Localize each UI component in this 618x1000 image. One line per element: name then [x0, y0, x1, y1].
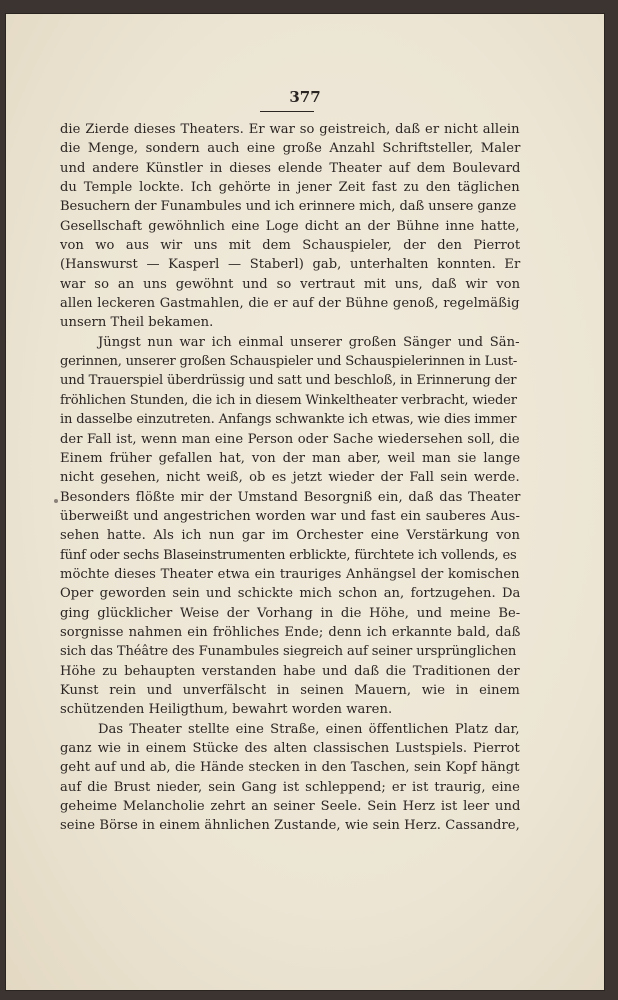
- text-line: [60, 720, 520, 739]
- line-text: schützenden Heiligthum, bewahrt worden waren.: [60, 702, 393, 718]
- page-number-rule: [260, 111, 314, 112]
- line-text: nicht gesehen, nicht weiß, ob es jetzt wieder der Fall sein werde.: [60, 470, 520, 486]
- text-line: [60, 662, 520, 681]
- line-text: gerinnen, unserer großen Schauspieler und Schauspielerinnen in Lust-: [60, 354, 518, 370]
- line-text: Besuchern der Funambules und ich erinnere mich, daß unsere ganze: [60, 199, 517, 215]
- text-line: [60, 816, 520, 835]
- book-page: [6, 14, 604, 990]
- text-line: [60, 700, 520, 719]
- text-line: [60, 488, 520, 507]
- text-line: [60, 681, 520, 700]
- text-line: [60, 565, 520, 584]
- text-line: [60, 159, 520, 178]
- text-line: [60, 468, 520, 487]
- line-text: unsern Theil bekamen.: [60, 315, 214, 331]
- text-line: [60, 623, 520, 642]
- line-text: fröhlichen Stunden, die ich in diesem Winkeltheater verbracht, wieder: [60, 392, 517, 408]
- text-line: [60, 507, 520, 526]
- text-line: [60, 120, 520, 139]
- text-line: [60, 410, 520, 429]
- line-text: allen leckeren Gastmahlen, die er auf der Bühne genoß, regelmäßig: [60, 296, 520, 312]
- line-text: fünf oder sechs Blaseinstrumenten erblickte, fürchtete ich vollends, es: [60, 547, 517, 563]
- text-line: [60, 797, 520, 816]
- line-text: überweißt und angestrichen worden war und fast ein sauberes Aus-: [60, 508, 520, 524]
- text-line: [60, 139, 520, 158]
- text-line: [60, 449, 520, 468]
- line-text: und andere Künstler in dieses elende Theater auf dem Boulevard: [60, 160, 521, 176]
- line-text: du Temple lockte. Ich gehörte in jener Zeit fast zu den täglichen: [60, 180, 520, 196]
- line-text: Besonders flößte mir der Umstand Besorgniß ein, daß das Theater: [60, 489, 521, 505]
- line-text: geheime Melancholie zehrt an seiner Seele. Sein Herz ist leer und: [60, 799, 521, 815]
- line-text: Oper geworden sein und schickte mich schon an, fortzugehen. Da: [60, 586, 521, 602]
- line-text: Jüngst nun war ich einmal unserer großen Sänger und Sän-: [98, 334, 520, 350]
- text-line: [60, 313, 520, 332]
- body-text: [60, 120, 520, 836]
- text-line: [60, 333, 520, 352]
- line-text: ging glücklicher Weise der Vorhang in die Höhe, und meine Be-: [60, 605, 521, 621]
- line-text: geht auf und ab, die Hände stecken in den Taschen, sein Kopf hängt: [60, 760, 520, 776]
- text-line: [60, 178, 520, 197]
- margin-mark: [54, 499, 58, 503]
- text-line: [60, 758, 520, 777]
- text-line: [60, 642, 520, 661]
- line-text: und Trauerspiel überdrüssig und satt und beschloß, in Erinnerung der: [60, 373, 517, 389]
- text-line: [60, 739, 520, 758]
- line-text: Kunst rein und unverfälscht in seinen Mauern, wie in einem: [60, 682, 520, 698]
- text-line: [60, 275, 520, 294]
- text-line: [60, 526, 520, 545]
- line-text: seine Börse in einem ähnlichen Zustande, wie sein Herz. Cassandre,: [60, 818, 520, 834]
- page-number: 377: [289, 88, 321, 106]
- text-line: [60, 778, 520, 797]
- text-line: [60, 371, 520, 390]
- line-text: von wo aus wir uns mit dem Schauspieler, der den Pierrot: [60, 238, 521, 254]
- line-text: Einem früher gefallen hat, von der man aber, weil man sie lange: [60, 450, 521, 466]
- line-text: Das Theater stellte eine Straße, einen öffentlichen Platz dar,: [98, 721, 520, 737]
- line-text: ganz wie in einem Stücke des alten classischen Lustspiels. Pierrot: [60, 741, 520, 756]
- text-line: [60, 391, 520, 410]
- line-text: auf die Brust nieder, sein Gang ist schleppend; er ist traurig, eine: [60, 779, 520, 795]
- text-line: [60, 255, 520, 274]
- text-line: [60, 546, 520, 565]
- line-text: sehen hatte. Als ich nun gar im Orchester eine Verstärkung von: [60, 528, 520, 544]
- text-line: [60, 430, 520, 449]
- line-text: in dasselbe einzutreten. Anfangs schwankte ich etwas, wie dies immer: [60, 412, 517, 428]
- line-text: Gesellschaft gewöhnlich eine Loge dicht an der Bühne inne hatte,: [60, 218, 520, 234]
- line-text: die Zierde dieses Theaters. Er war so geistreich, daß er nicht allein: [60, 122, 520, 137]
- line-text: Höhe zu behaupten verstanden habe und daß die Traditionen der: [60, 663, 520, 679]
- line-text: (Hanswurst — Kasperl — Staberl) gab, unterhalten konnten. Er: [60, 257, 521, 273]
- text-line: [60, 584, 520, 603]
- line-text: sorgnisse nahmen ein fröhliches Ende; denn ich erkannte bald, daß: [60, 624, 521, 640]
- line-text: war so an uns gewöhnt und so vertraut mit uns, daß wir von: [60, 276, 521, 292]
- text-line: [60, 352, 520, 371]
- text-line: [60, 197, 520, 216]
- line-text: möchte dieses Theater etwa ein trauriges Anhängsel der komischen: [60, 566, 520, 582]
- line-text: der Fall ist, wenn man eine Person oder Sache wiedersehen soll, die: [60, 431, 520, 447]
- line-text: sich das Théâtre des Funambules siegreich auf seiner ursprünglichen: [60, 644, 517, 660]
- text-line: [60, 236, 520, 255]
- line-text: die Menge, sondern auch eine große Anzahl Schriftsteller, Maler: [60, 141, 521, 157]
- text-line: [60, 294, 520, 313]
- text-line: [60, 604, 520, 623]
- text-line: [60, 217, 520, 236]
